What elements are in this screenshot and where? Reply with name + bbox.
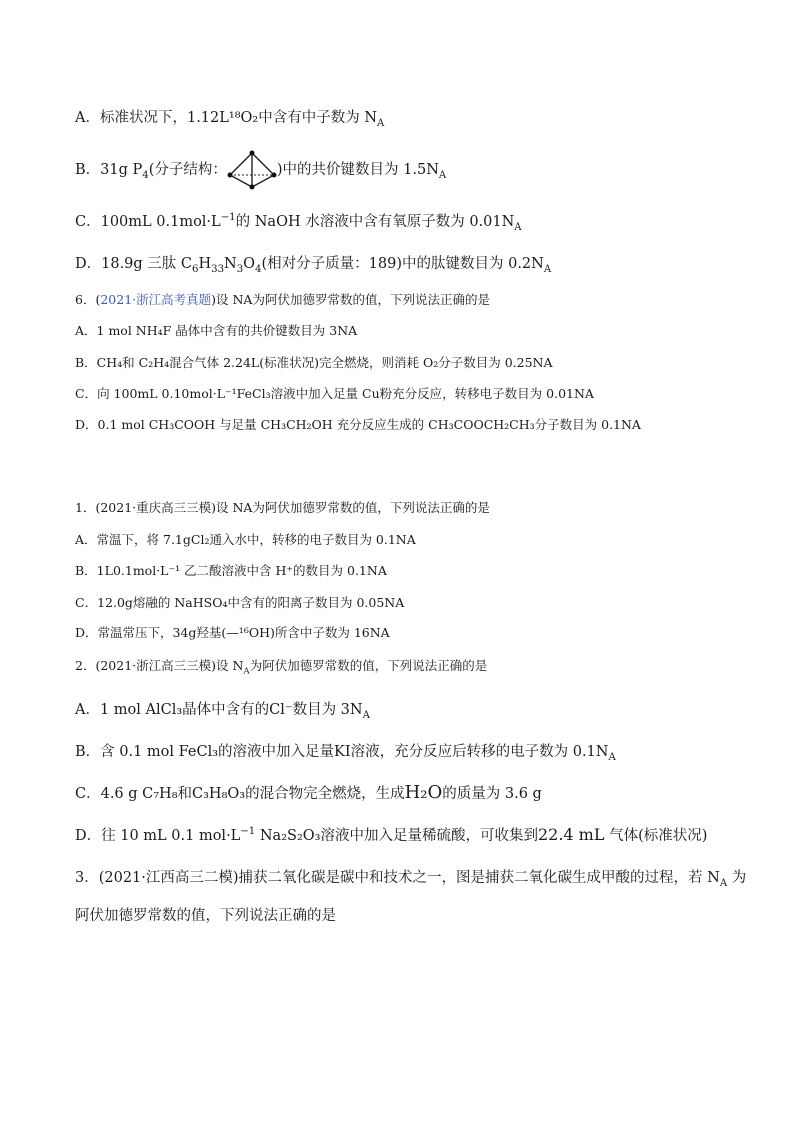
option-d-q5: D．18.9g 三肽 $C_6H_{33}N_3O_4$(相对分子质量：189)中的肽键数目为 $0.2N_A$ <box>75 256 552 275</box>
question-3-stem: 3．(2021·江西高三二模)捕获二氧化碳是碳中和技术之一，图是捕获二氧化碳生成甲酸的过程，若 $N_A$ 为 <box>75 870 747 889</box>
h2o-formula: H₂O <box>404 782 443 803</box>
option-a-q2: A．1 mol AlCl₃晶体中含有的Cl⁻数目为 $3N_A$ <box>75 702 370 721</box>
question-6-stem: 6．(2021·浙江高考真题)设 NA为阿伏加德罗常数的值，下列说法正确的是 <box>75 292 490 307</box>
option-c-q5: C．100mL $0.1mol\cdot L^{-1}$的 NaOH 水溶液中含有氧原子数为 $0.01N_A$ <box>75 212 522 233</box>
option-c-q1: C．12.0g熔融的 NaHSO₄中含有的阳离子数目为 0.05NA <box>75 595 405 610</box>
option-c-q6: C．向 100mL 0.10mol·L⁻¹FeCl₃溶液中加入足量 Cu粉充分反应，转移电子数目为 0.01NA <box>75 386 594 401</box>
option-b-q6: B．CH₄和 C₂H₄混合气体 2.24L(标准状况)完全燃烧，则消耗 O₂分子数目为 0.25NA <box>75 355 553 370</box>
option-b-q5: B．31g $P_4$(分子结构： )中的共价键数目为 $1.5N_A$ <box>75 150 446 190</box>
question-1-stem: 1．(2021·重庆高三三模)设 NA为阿伏加德罗常数的值，下列说法正确的是 <box>75 500 490 515</box>
option-a-q1: A．常温下，将 7.1gCl₂通入水中，转移的电子数目为 0.1NA <box>75 532 416 547</box>
question-6-source: 2021·浙江高考真题 <box>100 292 212 307</box>
option-b-q1: B．1L0.1mol·L⁻¹ 乙二酸溶液中含 H⁺的数目为 0.1NA <box>75 563 387 578</box>
p4-molecule-structure <box>227 150 277 190</box>
question-3-stem-cont: 阿伏加德罗常数的值，下列说法正确的是 <box>75 908 336 924</box>
option-b-q2: B．含 0.1 mol FeCl₃的溶液中加入足量KI溶液，充分反应后转移的电子数为 $0.1N_A$ <box>75 744 616 763</box>
option-d-q2: D．往 10 mL 0.1 $mol\cdot L^{-1}$ Na₂S₂O₃溶液中加入足量稀硫酸，可收集到22.4 mL 气体(标准状况) <box>75 825 708 844</box>
question-2-stem: 2．(2021·浙江高三三模)设 $N_A$为阿伏加德罗常数的值，下列说法正确的是 <box>75 658 488 677</box>
option-d-q6: D．0.1 mol CH₃COOH 与足量 CH₃CH₂OH 充分反应生成的 CH₃COOCH₂CH₃分子数目为 0.1NA <box>75 417 641 432</box>
option-d-q1: D．常温常压下，34g羟基(—¹⁶OH)所含中子数为 16NA <box>75 625 390 640</box>
option-c-q2: C．4.6 g C₇H₈和C₃H₈O₃的混合物完全燃烧，生成H₂O的质量为 3.6 g <box>75 782 542 803</box>
option-a-q6: A．1 mol NH₄F 晶体中含有的共价键数目为 3NA <box>75 323 358 338</box>
option-a-q5: A．标准状况下，1.12L¹⁸O₂中含有中子数为 $N_A$ <box>75 110 385 129</box>
